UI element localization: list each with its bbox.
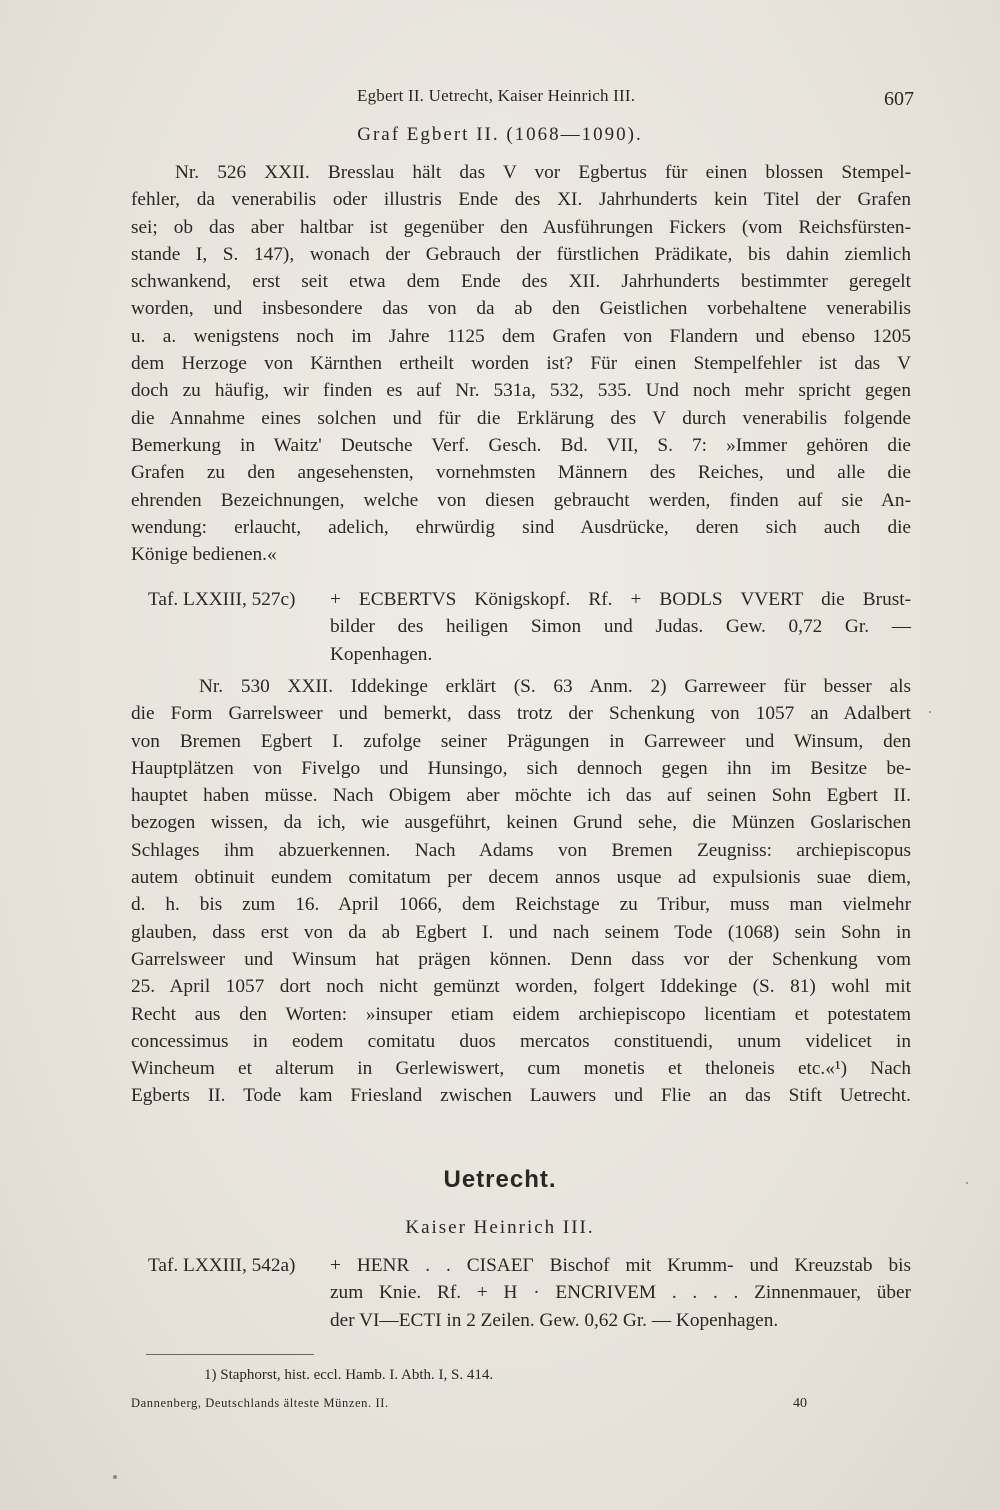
printer-signature [131, 1396, 807, 1416]
subheading-kaiser-heinrich: Kaiser Heinrich III. [405, 1217, 595, 1238]
text-line: glauben, dass erst von da ab Egbert I. und nach seinem Tode (1068) sein Sohn in [131, 921, 911, 943]
text-line: sei; ob das aber haltbar ist gegenüber den Ausführungen Fickers (vom Reichsfürsten- [131, 216, 911, 238]
section-heading-egbert: Graf Egbert II. (1068—1090). [357, 124, 643, 145]
plate-line: zum Knie. Rf. + H · ENCRIVEM . . . . Zinnenmauer, über [330, 1282, 911, 1304]
text-line: dem Herzoge von Kärnthen ertheilt worden ist? Für einen Stempelfehler ist das V [131, 353, 911, 375]
section-heading-uetrecht: Uetrecht. [443, 1166, 557, 1193]
plate-description [330, 586, 911, 668]
plate-line: Kopenhagen. [330, 643, 433, 665]
paragraph-nr-530 [131, 673, 911, 1110]
text-line: Nr. 526 XXII. Bresslau hält das V vor Egbertus für einen blossen Stempel- [175, 162, 911, 183]
paper-speck [113, 1475, 117, 1479]
text-line: Recht aus den Worten: »insuper etiam eidem archiepiscopo licentiam et potestatem [131, 1003, 911, 1025]
paper-speck [929, 711, 931, 713]
text-line: hauptet haben müsse. Nach Obigem aber möchte ich das auf seinen Sohn Egbert II. [131, 785, 911, 807]
signature-number: 40 [793, 1396, 807, 1411]
signature-text: Dannenberg, Deutschlands älteste Münzen. II. [131, 1396, 389, 1410]
text-line: Garrelsweer und Winsum hat prägen können. Denn dass vor der Schenkung vom [131, 948, 911, 970]
text-line: die Annahme eines solchen und für die Erklärung des V durch venerabilis folgende [131, 407, 911, 429]
plate-line: der VI—ECTI in 2 Zeilen. Gew. 0,62 Gr. — Kopenhagen. [330, 1309, 779, 1331]
text-line: 25. April 1057 dort noch nicht gemünzt worden, folgert Iddekinge (S. 81) wohl mit [131, 976, 911, 998]
paragraph-nr-526 [131, 159, 911, 568]
plate-line: bilder des heiligen Simon und Judas. Gew. 0,72 Gr. — [330, 616, 911, 638]
plate-description [330, 1252, 911, 1334]
running-head-title: Egbert II. Uetrecht, Kaiser Heinrich III. [357, 86, 636, 105]
text-line: Egberts II. Tode kam Friesland zwischen Lauwers und Flie an das Stift Uetrecht. [131, 1085, 911, 1107]
text-line: u. a. wenigstens noch im Jahre 1125 dem Grafen von Flandern und ebenso 1205 [131, 325, 911, 347]
text-line: ehrenden Bezeichnungen, welche von diesen gebraucht werden, finden auf sie An- [131, 489, 911, 511]
text-line: Grafen zu den angesehensten, vornehmsten Männern des Reiches, und alle die [131, 462, 911, 484]
text-line: Hauptplätzen von Fivelgo und Hunsingo, sich dennoch gegen ihn im Besitze be- [131, 757, 911, 779]
paper-speck [966, 1182, 968, 1184]
page-number: 607 [884, 88, 914, 110]
plate-line: + HENR . . CISAEΓ Bischof mit Krumm- und Kreuzstab bis [330, 1255, 911, 1276]
text-line: von Bremen Egbert I. zufolge seiner Prägungen in Garreweer und Winsum, den [131, 730, 911, 752]
text-line: Wincheum et alterum in Gerlewiswert, cum monetis et theloneis etc.«¹) Nach [131, 1058, 911, 1080]
text-line: die Form Garrelsweer und bemerkt, dass trotz der Schenkung von 1057 an Adalbert [131, 703, 911, 725]
text-line: autem obtinuit eundem comitatum per decem annos usque ad expulsionis suae diem, [131, 867, 911, 889]
text-line: Nr. 530 XXII. Iddekinge erklärt (S. 63 Anm. 2) Garreweer für besser als [199, 676, 911, 697]
text-line: schwankend, erst seit etwa dem Ende des XII. Jahrhunderts bestimmter geregelt [131, 271, 911, 293]
text-line: Könige bedienen.« [131, 544, 277, 566]
plate-label: Taf. LXXIII, 527c) [148, 589, 296, 610]
text-line: concessimus in eodem comitatu duos mercatos constituendi, unum videlicet in [131, 1030, 911, 1052]
footnote: 1) Staphorst, hist. eccl. Hamb. I. Abth. I, S. 414. [204, 1367, 494, 1383]
text-line: fehler, da venerabilis oder illustris Ende des XI. Jahrhunderts kein Titel der Grafen [131, 189, 911, 211]
text-line: stande I, S. 147), wonach der Gebrauch der fürstlichen Prädikate, bis dahin ziemlich [131, 243, 911, 265]
text-line: wendung: erlaucht, adelich, ehrwürdig sind Ausdrücke, deren sich auch die [131, 516, 911, 538]
text-line: doch zu häufig, wir finden es auf Nr. 531a, 532, 535. Und noch mehr spricht gegen [131, 380, 911, 402]
text-line: d. h. bis zum 16. April 1066, dem Reichstage zu Tribur, muss man vielmehr [131, 894, 911, 916]
text-line: Schlages ihm abzuerkennen. Nach Adams von Bremen Zeugniss: archiepiscopus [131, 839, 911, 861]
plate-line: + ECBERTVS Königskopf. Rf. + BODLS VVERT die Brust- [330, 589, 911, 610]
text-line: bezogen wissen, da ich, wie ausgeführt, keinen Grund sehe, die Münzen Goslarischen [131, 812, 911, 834]
plate-label: Taf. LXXIII, 542a) [148, 1255, 296, 1276]
footnote-divider [146, 1354, 314, 1355]
running-head [130, 86, 920, 112]
text-line: Bemerkung in Waitz' Deutsche Verf. Gesch. Bd. VII, S. 7: »Immer gehören die [131, 434, 911, 456]
text-line: worden, und insbesondere das von da ab den Geistlichen vorbehaltene venerabilis [131, 298, 911, 320]
